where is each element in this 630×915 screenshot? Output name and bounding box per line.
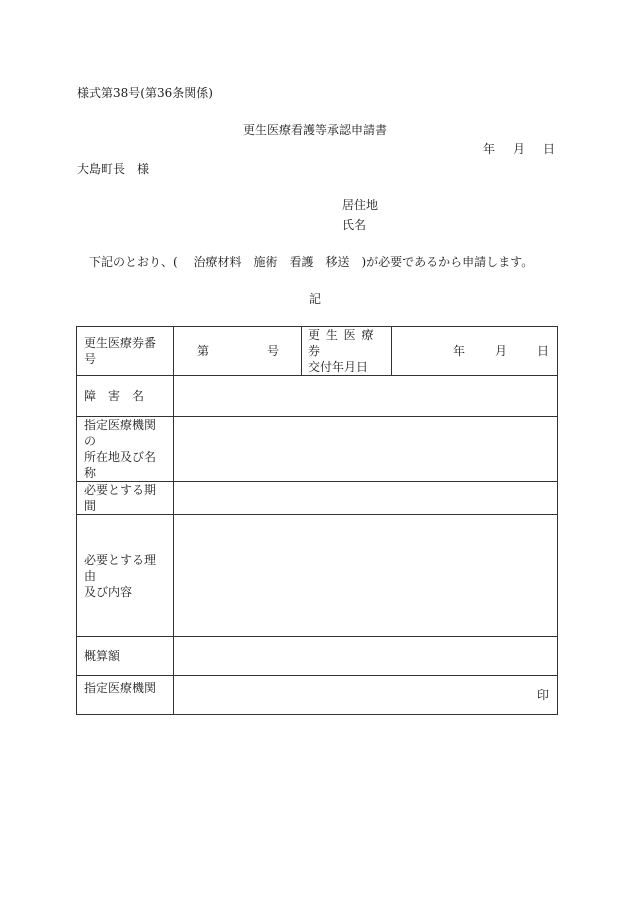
disability-field[interactable] xyxy=(174,376,558,417)
dai-text: 第 xyxy=(197,344,210,358)
issue-year: 年 xyxy=(452,344,465,358)
table-row-disability xyxy=(77,376,558,417)
institution-label-line2: 所在地及び名称 xyxy=(84,450,157,480)
seal-mark: 印 xyxy=(536,688,549,702)
institution-label-line1: 指定医療機関の xyxy=(84,418,157,448)
reason-field[interactable] xyxy=(174,515,558,637)
table-row-designated xyxy=(77,676,558,715)
designated-institution-label: 指定医療機関 xyxy=(77,676,174,715)
form-number: 様式第38号(第36条関係) xyxy=(77,86,213,100)
issue-date-field[interactable] xyxy=(392,327,558,376)
institution-label xyxy=(77,417,174,482)
reason-label xyxy=(77,515,174,637)
reason-label-line2: 及び内容 xyxy=(84,584,133,599)
table-row-estimate xyxy=(77,637,558,676)
date-year: 年 xyxy=(483,142,496,156)
application-table xyxy=(76,326,558,715)
period-label: 必要とする期間 xyxy=(77,482,174,515)
go-text: 号 xyxy=(266,344,279,358)
ki-heading: 記 xyxy=(308,292,321,306)
issue-day: 日 xyxy=(536,344,549,358)
name-label: 氏名 xyxy=(342,218,367,232)
request-statement: 下記のとおり、( 治療材料 施術 看護 移送 )が必要であるから申請します。 xyxy=(89,255,534,269)
table-row-institution xyxy=(77,417,558,482)
disability-label: 障 害 名 xyxy=(77,376,174,417)
cert-number-label: 更生医療券番号 xyxy=(77,327,174,376)
addressee: 大島町長 様 xyxy=(77,162,150,176)
issue-date-label-line1: 更 生 医 療 券 xyxy=(308,328,375,358)
date-month: 月 xyxy=(513,142,526,156)
date-day: 日 xyxy=(543,142,556,156)
table-row-period xyxy=(77,482,558,515)
designated-institution-field[interactable] xyxy=(174,676,558,715)
institution-field[interactable] xyxy=(174,417,558,482)
reason-label-line1: 必要とする理由 xyxy=(84,552,157,583)
issue-date-label xyxy=(302,327,392,376)
application-date xyxy=(483,142,555,156)
issue-month: 月 xyxy=(494,344,507,358)
residence-label: 居住地 xyxy=(342,198,379,212)
period-field[interactable] xyxy=(174,482,558,515)
estimate-label: 概算額 xyxy=(77,637,174,676)
estimate-field[interactable] xyxy=(174,637,558,676)
issue-date-label-line2: 交付年月日 xyxy=(308,360,369,374)
cert-number-field[interactable] xyxy=(174,327,302,376)
table-row-cert xyxy=(77,327,558,376)
document-title: 更生医療看護等承認申請書 xyxy=(242,123,387,137)
table-row-reason xyxy=(77,515,558,637)
